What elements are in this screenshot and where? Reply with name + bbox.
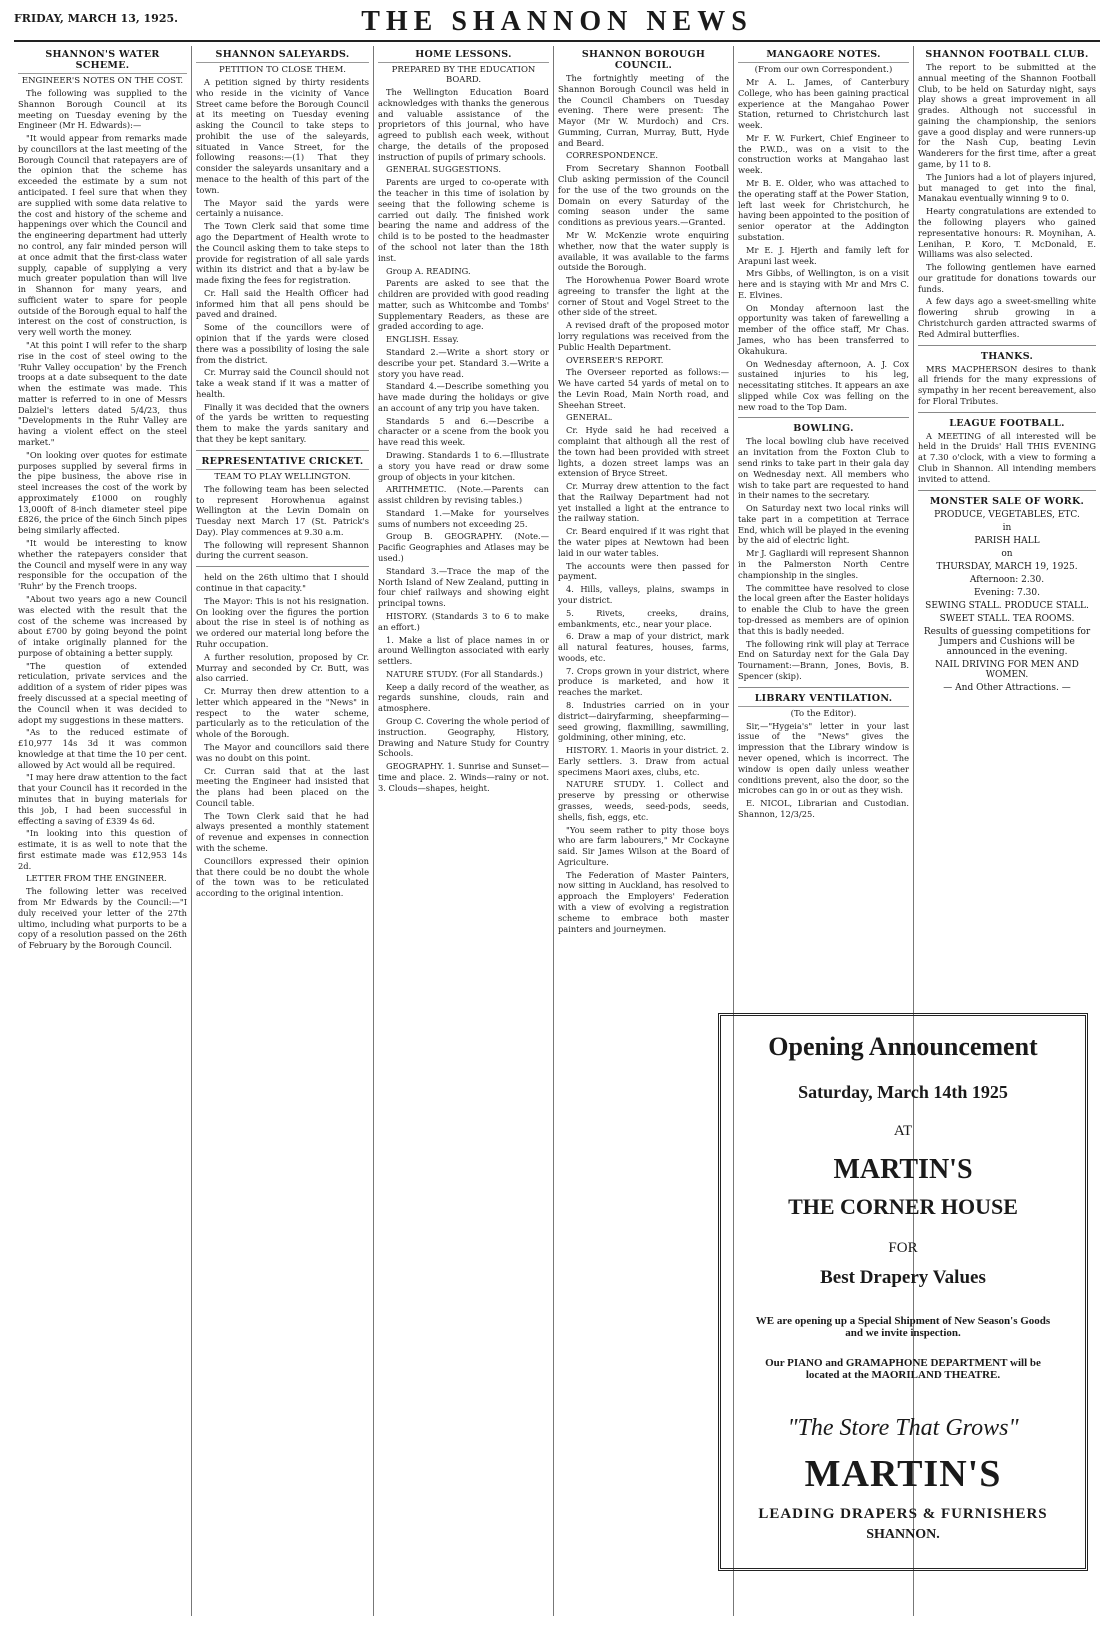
article-body	[378, 87, 549, 793]
sale-line: Afternoon: 2.30.	[969, 574, 1045, 585]
paragraph: Mr E. J. Hjerth and family left for Arapuni last week.	[738, 244, 909, 266]
paragraph: The Mayor said the yards were certainly a nuisance.	[196, 197, 369, 219]
paragraph: 8. Industries carried on in your district—dairyfarming, sheepfarming—seed growing, flaxmilling, sawmilling, goldmining, other mining, etc.	[558, 699, 729, 743]
ad-date: Saturday, March 14th 1925	[798, 1082, 1008, 1102]
paragraph: From Secretary Shannon Football Club asking permission of the Council for the use of the two grounds on the Domain on every Saturday of the coming season under the same conditions as previous years.—Granted.	[558, 163, 729, 228]
paragraph: The Juniors had a lot of players injured, but managed to get into the final, Manakau eventually winning 9 to 0.	[918, 171, 1096, 204]
paragraph: 5. Rivets, creeks, drains, embankments, etc., near your place.	[558, 607, 729, 629]
paragraph: HISTORY. 1. Maoris in your district. 2. Early settlers. 3. Draw from actual specimens Maori axes, clubs, etc.	[558, 745, 729, 777]
paragraph: The report to be submitted at the annual meeting of the Shannon Football Club, to be held on Saturday night, says play shows a great improvement in all grades. Although not successful in gaining the championship, the seniors gave a good display and were runners-up for the Nash Cup, beating Levin Wanderers for the first time, after a great game, by 11 to 8.	[918, 62, 1096, 170]
paragraph: A few days ago a sweet-smelling white flowering shrub growing in a Christchurch garden attracted swarms of Red Admiral butterflies.	[918, 296, 1096, 339]
paragraph: Cr. Murray drew attention to the fact that the Railway Department had not yet installed a light at the entrance to the railway station.	[558, 481, 729, 524]
paragraph: The local bowling club have received an invitation from the Foxton Club to send rinks to take part in their gala day on Wednesday next. All members who wish to take part are requested to hand in their names to the secretary.	[738, 436, 909, 501]
article-heading: REPRESENTATIVE CRICKET.	[201, 455, 364, 467]
divider	[918, 412, 1096, 413]
divider	[738, 687, 909, 688]
paragraph: Parents are asked to see that the children are provided with good reading matter, such as Whitcombe and Tombs' Supplementary Readers, as these are graded according to age.	[378, 278, 549, 332]
column-1	[14, 46, 192, 1616]
paragraph: "I may here draw attention to the fact that your Council has it recorded in the minutes that in buying materials for this job, I had been successful in effecting a saving of £339 4s 6d.	[18, 772, 187, 826]
paragraph: "At this point I will refer to the sharp rise in the cost of steel owing to the 'Ruhr Valley occupation' by the French troops at a date subsequent to the date when the estimate was made. This matter is referred to in one of Messrs Dalziel's letters dated 5/4/23, thus "Developments in the Ruhr Valley are having a violent effect on the steel market."	[18, 339, 187, 447]
notice-text: A MEETING of all interested will be held in the Druids' Hall THIS EVENING at 7.30 o'clock, with a view to forming a Club in Shannon. All intending members invited to attend.	[918, 430, 1096, 484]
article-body	[196, 484, 369, 561]
ad-piano-dept: Our PIANO and GRAMAPHONE DEPARTMENT will be located at the MAORILAND THEATRE.	[765, 1357, 1041, 1381]
sale-line: SEWING STALL. PRODUCE STALL.	[925, 600, 1089, 611]
paragraph: The accounts were then passed for payment.	[558, 560, 729, 582]
article-heading: MONSTER SALE OF WORK.	[929, 495, 1085, 507]
sale-line: — And Other Attractions. —	[943, 682, 1071, 693]
paragraph: Mrs Gibbs, of Wellington, is on a visit here and is staying with Mr and Mrs C. E. Elvines.	[738, 268, 909, 300]
paragraph: CORRESPONDENCE.	[566, 150, 659, 161]
paragraph: "You seem rather to pity those boys who are farm labourers," Mr Cockayne said. Sir James Wilson at the Board of Agriculture.	[558, 824, 729, 867]
masthead-rule	[14, 40, 1100, 42]
paragraph: On Monday afternoon last the opportunity was taken of farewelling a member of the office staff, Mr Chas. James, who has been transferred to Okahukura.	[738, 302, 909, 356]
sale-line: PRODUCE, VEGETABLES, ETC.	[934, 509, 1080, 520]
paragraph: Group C. Covering the whole period of instruction. Geography, History, Drawing and Nature Study for Country Schools.	[378, 715, 549, 759]
paragraph: Standard 4.—Describe something you have made during the holidays or give an account of any trip you have taken.	[378, 381, 549, 413]
article-heading: THANKS.	[980, 350, 1034, 362]
sale-line: SWEET STALL. TEA ROOMS.	[939, 613, 1075, 624]
article-heading: SHANNON FOOTBALL CLUB.	[925, 49, 1089, 60]
sale-line: on	[1001, 548, 1013, 559]
ad-tagline: LEADING DRAPERS & FURNISHERS	[758, 1506, 1048, 1522]
sale-notice	[918, 510, 1096, 693]
ad-for: FOR	[888, 1240, 918, 1256]
paragraph: "It would appear from remarks made by councillors at the last meeting of the Borough Council that ratepayers are of the opinion that the scheme has exceeded the estimate by a sum not anticipated. I feel sure that when they are supplied with some data relative to the cost and history of the scheme and happenings over which the Council and the engineering department had utterly no control, any fair minded person will at once admit that the first-class water supply, capable of supplying a very much greater population than will live in Shannon for many years, and sufficient water to spare for people outside of the Borough equal to half the interest on the cost of construction, is very well worth the money.	[18, 133, 187, 338]
paragraph: The Mayor: This is not his resignation. On looking over the figures the portion about the rise in steel is of nothing as we ordered our material long before the Ruhr occupation.	[196, 595, 369, 649]
article-heading: LIBRARY VENTILATION.	[754, 692, 893, 704]
sale-line: in	[1002, 522, 1012, 533]
ad-shipment: WE are opening up a Special Shipment of New Season's Goods and we invite inspection.	[755, 1315, 1051, 1339]
divider	[918, 345, 1096, 346]
paragraph: Sir,—"Hygeia's" letter in your last issue of the "News" gives the impression that the Library window is never opened, which is incorrect. The window is open daily unless weather conditions prevent, also the door, so the microbes can go in or out as they wish.	[738, 720, 909, 796]
divider	[196, 450, 369, 451]
paragraph: HISTORY. (Standards 3 to 6 to make an effort.)	[378, 610, 549, 632]
paragraph: ENGLISH. Essay.	[386, 334, 459, 345]
article-subheading: ENGINEER'S NOTES ON THE COST.	[18, 73, 187, 86]
paragraph: The following was supplied to the Shannon Borough Council at its meeting on Tuesday evening by the Engineer (Mr H. Edwards):—	[18, 88, 187, 131]
paragraph: GENERAL SUGGESTIONS.	[386, 164, 501, 175]
masthead	[14, 6, 1100, 40]
paragraph: On Wednesday afternoon, A. J. Cox sustained injuries to his leg, necessitating stitches. It appears an axe slipped while Cox was felling on the new road to the Top Dam.	[738, 358, 909, 412]
paragraph: Cr. Murray said the Council should not take a weak stand if it was a matter of health.	[196, 367, 369, 399]
article-body	[738, 436, 909, 681]
paragraph: LETTER FROM THE ENGINEER.	[26, 873, 167, 884]
ad-store-sub: THE CORNER HOUSE	[788, 1194, 1018, 1219]
paragraph: 1. Make a list of place names in or around Wellington associated with early settlers.	[378, 634, 549, 667]
paragraph: Mr F. W. Furkert, Chief Engineer to the P.W.D., was on a visit to the construction works at Mangahao last week.	[738, 132, 909, 176]
article-heading: SHANNON BOROUGH COUNCIL.	[581, 49, 706, 71]
paragraph: 7. Crops grown in your district, where produce is marketed, and how it reaches the market.	[558, 665, 729, 698]
article-heading: SHANNON SALEYARDS.	[215, 49, 350, 60]
paragraph: Keep a daily record of the weather, as regards sunshine, clouds, rain and atmosphere.	[378, 681, 549, 714]
paragraph: ARITHMETIC. (Note.—Parents can assist children by revising tables.)	[378, 484, 549, 506]
article-heading: BOWLING.	[793, 423, 854, 435]
paragraph: Standard 2.—Write a short story or describe your pet. Standard 3.—Write a story you have read.	[378, 346, 549, 379]
divider	[918, 490, 1096, 491]
paragraph: "In looking into this question of estimate, it is as well to note that the first estimate made was £12,953 14s 2d.	[18, 828, 187, 871]
paragraph: Cr. Hyde said he had received a complaint that although all the rest of the town had been provided with street lights, a dozen street lamps was an extension of Bryce Street.	[558, 425, 729, 479]
paragraph: The fortnightly meeting of the Shannon Borough Council was held in the Council Chambers on Tuesday evening. There were present: The Mayor (Mr W. Murdoch) and Crs. Gumming, Curran, Murray, Butt, Hyde and Beard.	[558, 73, 729, 148]
article-body	[558, 73, 729, 934]
article-body	[18, 88, 187, 951]
ad-at: AT	[893, 1123, 913, 1139]
paragraph: Finally it was decided that the owners of the yards be written to requesting them to make the yards sanitary and that they be kept sanitary.	[196, 401, 369, 444]
paragraph: The following team has been selected to represent Horowhenua against Wellington at the Levin Domain on Tuesday next March 17 (St. Patrick's Day). Play commences at 9.30 a.m.	[196, 483, 369, 537]
sale-line: Evening: 7.30.	[973, 587, 1040, 598]
paragraph: held on the 26th ultimo that I should continue in that capacity."	[196, 572, 369, 594]
paragraph: Cr. Hall said the Health Officer had informed him that all pens should be paved and drained.	[196, 287, 369, 320]
paragraph: Councillors expressed their opinion that there could be no doubt the whole of the town was to be reticulated according to the original intention.	[196, 855, 369, 899]
article-subheading: (To the Editor).	[738, 706, 909, 719]
sale-line: NAIL DRIVING FOR MEN AND WOMEN.	[935, 659, 1079, 680]
column-3	[374, 46, 554, 1616]
sale-line: PARISH HALL	[974, 535, 1040, 546]
paragraph: A further resolution, proposed by Cr. Murray and seconded by Cr. Butt, was also carried.	[196, 651, 369, 684]
sale-line: THURSDAY, MARCH 19, 1925.	[936, 561, 1078, 572]
paragraph: "On looking over quotes for estimate purposes supplied by several firms in the pipe business, the above rise in steel increases the cost of the work by approximately £1000 on roughly 13,000ft of 8-inch diameter steel pipe £826, the price of the 6inch 5inch pipes being similarly affected.	[18, 449, 187, 536]
paragraph: Parents are urged to co-operate with the teacher in this time of isolation by seeing that the following scheme is carried out daily. The finished work bearing the name and address of the child is to be posted to the headmaster of the school not later than the 18th inst.	[378, 177, 549, 263]
paragraph: Mr B. E. Older, who was attached to the operating staff at the Power Station, left last week for Christchurch, he having been appointed to the position of senior operator at the Addington substation.	[738, 178, 909, 242]
divider	[196, 566, 369, 567]
article-subheading: PETITION TO CLOSE THEM.	[196, 62, 369, 75]
paragraph: A petition signed by thirty residents who reside in the vicinity of Vance Street came before the Borough Council at its meeting on Tuesday evening asking the Council to take steps to prohibit the use of the saleyards, situated in Vance Street, for the following reasons:—(1) That they consider the saleyards unsanitary and a menace to the health of this part of the town.	[196, 77, 369, 195]
ad-slogan: "The Store That Grows"	[787, 1415, 1019, 1441]
paragraph: Mr J. Gagliardi will represent Shannon in the Palmerston North Centre championship in the singles.	[738, 548, 910, 580]
ad-headline: Opening Announcement	[768, 1032, 1038, 1061]
paragraph: Some of the councillors were of opinion that if the yards were closed there was a possibility of losing the sale from the district.	[196, 322, 369, 365]
sale-line: Results of guessing competitions for Jumpers and Cushions will be announced in the evening.	[923, 626, 1091, 657]
article-body	[738, 721, 909, 820]
paragraph: Standard 1.—Make for yourselves sums of numbers not exceeding 25.	[378, 507, 549, 529]
paragraph: The following letter was received from Mr Edwards by the Council:—"I duly received your letter of the 27th ultimo, including what purports to be a copy of a resolution passed on the 26th of February by the Borough Council.	[18, 886, 187, 951]
article-body	[738, 77, 909, 412]
article-subheading: PREPARED BY THE EDUCATION BOARD.	[378, 62, 549, 85]
martins-advertisement	[718, 1013, 1088, 1571]
article-subheading: TEAM TO PLAY WELLINGTON.	[196, 469, 369, 482]
paragraph: OVERSEER'S REPORT.	[566, 354, 664, 365]
paragraph: The Horowhenua Power Board wrote agreeing to transfer the light at the corner of Stout and Vogel Street to the other side of the street.	[558, 275, 729, 318]
paragraph: The Overseer reported as follows:—We have carted 54 yards of metal on to the Levin Road, Main North road, and Sheehan Street.	[558, 367, 729, 410]
article-heading: HOME LESSONS.	[415, 49, 512, 60]
paragraph: The following rink will play at Terrace End on Saturday next for the Gala Day Tournament:—Brann, Jones, Bovis, B. Spencer (skip).	[738, 638, 909, 681]
column-4	[554, 46, 734, 1616]
paragraph: The Wellington Education Board acknowledges with thanks the generous and valuable assistance of the proprietors of this journal, who have agreed to publish each week, without charge, the details of the proposed instruction of pupils of primary schools.	[378, 87, 549, 162]
article-body	[918, 62, 1096, 340]
paragraph: E. NICOL, Librarian and Custodian. Shannon, 12/3/25.	[738, 798, 909, 819]
ad-values: Best Drapery Values	[820, 1267, 986, 1288]
paragraph: Drawing. Standards 1 to 6.—Illustrate a story you have read or draw some group of objects in your kitchen.	[378, 450, 549, 482]
article-heading: MANGAORE NOTES.	[766, 49, 881, 60]
ad-location: SHANNON.	[866, 1527, 940, 1542]
paragraph: Mr W. McKenzie wrote enquiring whether, now that the water supply is available, it was available to the farms outside the Borough.	[558, 229, 729, 273]
paragraph: 4. Hills, valleys, plains, swamps in your district.	[558, 584, 729, 605]
paragraph: "About two years ago a new Council was elected with the result that the cost of the scheme was increased by about £700 by going beyond the point of intake originally planned for the purpose of obtaining a better supply.	[18, 593, 187, 658]
divider	[738, 417, 909, 418]
paragraph: The following will represent Shannon during the current season.	[196, 539, 369, 561]
paragraph: Hearty congratulations are extended to the following players who gained representative honours: R. Moynihan, A. Lenihan, P. Koro, T. McDonald, E. Williams was also selected.	[918, 206, 1096, 260]
paragraph: "As to the reduced estimate of £10,977 14s 3d it was common knowledge at that time the 10 per cent. allowed by Act would all be required.	[18, 727, 187, 770]
paragraph: Cr. Curran said that at the last meeting the Engineer had insisted that the plans had been placed on the Council table.	[196, 765, 369, 808]
article-heading: SHANNON'S WATER SCHEME.	[45, 49, 160, 71]
paragraph: Group B. GEOGRAPHY. (Note.—Pacific Geographies and Atlases may be used.)	[378, 531, 549, 564]
article-subheading: (From our own Correspondent.)	[738, 62, 909, 75]
paragraph: Group A. READING.	[386, 265, 471, 276]
column-2	[192, 46, 374, 1616]
article-body	[196, 572, 369, 899]
ad-store-name: MARTIN'S	[833, 1154, 973, 1185]
paragraph: The following gentlemen have earned our gratitude for donations towards our funds.	[918, 262, 1096, 294]
issue-date: FRIDAY, MARCH 13, 1925.	[14, 12, 178, 25]
paragraph: On Saturday next two local rinks will take part in a competition at Terrace End, which will be played in the evening by the aid of electric light.	[738, 503, 909, 546]
paragraph: "The question of extended reticulation, private services and the addition of a system of rider pipes was freely discussed at a special meeting of the Council when it was decided to adopt my suggestions in these matters.	[18, 660, 187, 725]
paragraph: 6. Draw a map of your district, mark all natural features, houses, farms, woods, etc.	[558, 631, 729, 663]
paragraph: "It would be interesting to know whether the ratepayers consider that the Council and myself were in any way responsible for the occupation of the 'Ruhr' by the French troops.	[18, 538, 187, 592]
paragraph: Standards 5 and 6.—Describe a character or a scene from the book you have read this week.	[378, 415, 549, 448]
paragraph: The Federation of Master Painters, now sitting in Auckland, has resolved to approach the Employers' Federation with a view of evolving a registration scheme to embrace both master painters and journeymen.	[558, 869, 729, 934]
article-body	[196, 77, 369, 445]
paragraph: The Town Clerk said that some time ago the Department of Health wrote to the Council asking them to take steps to provide for registration of all sale yards within its district and that a by-law be made fixing the fees for registration.	[196, 221, 369, 286]
paragraph: Cr. Beard enquired if it was right that the water pipes at Newtown had been laid in our water tables.	[558, 526, 729, 558]
paragraph: A revised draft of the proposed motor lorry regulations was received from the Public Health Department.	[558, 320, 729, 352]
paragraph: GEOGRAPHY. 1. Sunrise and Sunset—time and place. 2. Winds—rainy or not. 3. Clouds—shapes, height.	[378, 761, 549, 793]
paragraph: NATURE STUDY. 1. Collect and preserve by pressing or otherwise grasses, weeds, seed-pods, seeds, shells, fish, eggs, etc.	[558, 779, 729, 822]
notice-text: MRS MACPHERSON desires to thank all friends for the many expressions of sympathy in her recent bereavement, also for Floral Tributes.	[918, 363, 1096, 406]
paragraph: The Mayor and councillors said there was no doubt on this point.	[196, 741, 369, 763]
paragraph: Cr. Murray then drew attention to a letter which appeared in the "News" in respect to the water scheme, particularly as to the reticulation of the whole of the Borough.	[196, 686, 369, 740]
paragraph: The committee have resolved to close the local green after the Easter holidays to enable the Club to have the green top-dressed as members are of opinion that this is badly needed.	[738, 582, 909, 636]
newspaper-title: THE SHANNON NEWS	[361, 6, 753, 37]
paragraph: The Town Clerk said that he had always presented a monthly statement of revenue and expenses in connection with the scheme.	[196, 810, 369, 853]
ad-store-name-large: MARTIN'S	[804, 1453, 1002, 1495]
article-heading: LEAGUE FOOTBALL.	[949, 417, 1065, 429]
paragraph: NATURE STUDY. (For all Standards.)	[386, 668, 543, 679]
paragraph: Mr A. L. James, of Canterbury College, who has been gaining practical experience at the Mangahao Power Station, returned to Christchurch last week.	[738, 77, 909, 131]
paragraph: GENERAL.	[566, 412, 613, 423]
paragraph: Standard 3.—Trace the map of the North Island of New Zealand, putting in four chief railways and showing eight principal towns.	[378, 565, 549, 609]
